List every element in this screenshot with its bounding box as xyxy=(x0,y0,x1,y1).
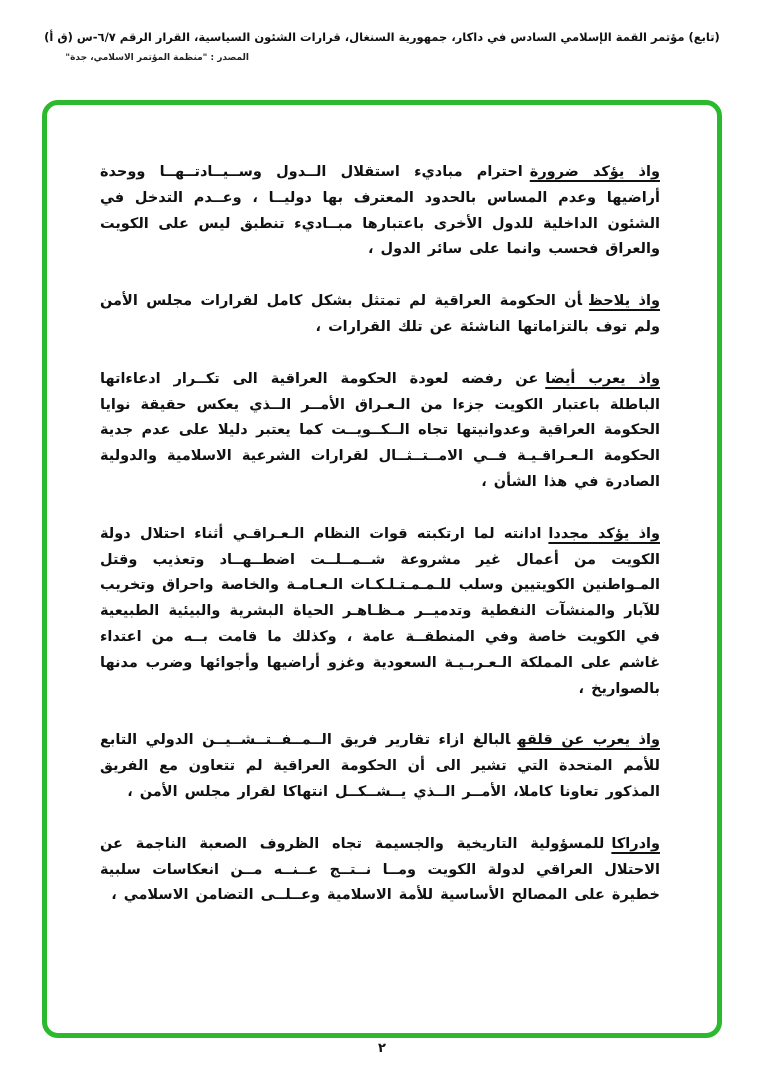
paragraph-lead: واذ يؤكد مجددا xyxy=(548,525,660,542)
paragraph-text: عن رفضه لعودة الحكومة العراقية الى تكــرار ادعاءاتها الباطلة باعتبار الكويت جزءا من الـعـراق الأمــر الــذي يعكس حقيقة نوايا الحكومة العراقية وعدوانيتها تجاه الــكــويــت كما يعتبر دليلا على عدم جدية الحكومة الـعـراقـيـة فــي الامــتــثــال لقرارات الشرعية الاسلامية والدولية الصادرة في هذا الشأن ، xyxy=(100,370,660,490)
paragraph-text: احترام مباديء استقلال الــدول وســيــادتــهــا ووحدة أراضيها وعدم المساس بالحدود المعترف بها دوليــا ، وعــدم التدخل في الشئون الداخلية للدول الأخرى باعتبارها مبــاديء تنطبق ليس على الكويت والعراق فحسب وانما على سائر الدول ، xyxy=(100,164,660,258)
paragraph-lead: واذ يعرب أيضا xyxy=(545,370,660,387)
paragraph xyxy=(100,160,660,263)
paragraph-lead: واذ يعرب عن قلقه xyxy=(517,732,660,749)
paragraph xyxy=(100,522,660,703)
paragraph xyxy=(100,367,660,496)
paragraph-text: للمسؤولية التاريخية والجسيمة تجاه الظروف الصعبة الناجمة عن الاحتلال العراقي لدولة الكويت ومــا نــتــج عــنــه مــن انعكاسات سلبية خطيرة على المصالح الأساسية للأمة الاسلامية وعــلــى التضامن الاسلامي ، xyxy=(100,835,660,904)
paragraph-lead: واذ يلاحظ xyxy=(589,293,660,310)
paragraph xyxy=(100,289,660,341)
page-number: ٢ xyxy=(378,1041,386,1056)
paragraph-lead: واذ يؤكد ضرورة xyxy=(529,164,660,180)
paragraph-text: أن الحكومة العراقية لم تمتثل بشكل كامل لقرارات مجلس الأمن ولم توف بالتزاماتها الناشئة عن تلك القرارات ، xyxy=(100,293,660,335)
paragraph-text: البالغ ازاء تقارير فريق الــمــفــتــشــيــن الدولي التابع للأمم المتحدة التي تشير الى أن الحكومة العراقية لم تتعاون مع الفريق المذكور تعاونا كاملا، الأمــر الــذي يــشــكــل انتهاكا لقرار مجلس الأمن ، xyxy=(100,732,660,800)
document-source-line: المصدر : "منظمة المؤتمر الاسلامي، جدة" xyxy=(65,53,249,63)
paragraph xyxy=(100,728,660,805)
document-body xyxy=(100,160,660,935)
paragraph xyxy=(100,832,660,909)
document-header-title: (تابع) مؤتمر القمة الإسلامي السادس في داكار، جمهورية السنغال، قرارات الشئون السياسية، القرار الرقم ٦/٧-س (ق أ) xyxy=(44,30,720,44)
paragraph-lead: وادراكا xyxy=(611,835,660,852)
paragraph-text: ادانته لما ارتكبته قوات النظام الـعـراقـي أثناء احتلال دولة الكويت من أعمال غير مشروعة شــمــلــت اضطــهــاد وتعذيب وقتل المـواطنين الكويتيين وسلب للـمـمـتـلـكـات الـعـامـة والخاصة واحراق وتخريب للآبار والمنشآت النفطية وتدميــر مـظـاهـر الحياة البشرية والبيئية الطبيعية في الكويت خاصة وفي المنطقــة عامة ، وكذلك ما قامت بــه من اعتداء غاشم على المملكة الـعـربـيـة السعودية وغزو أراضيها وأجوائها وضرب مدنها بالصواريخ ، xyxy=(100,525,660,697)
